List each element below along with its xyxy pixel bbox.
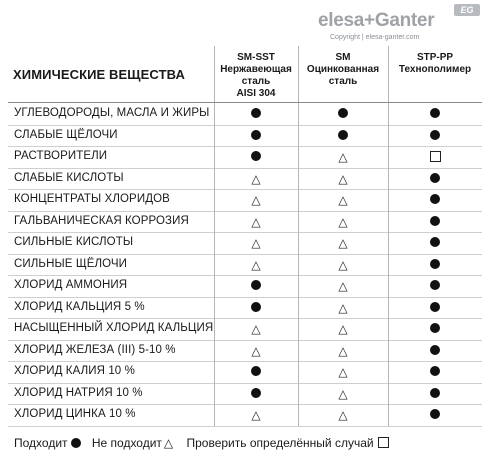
filled-circle-icon [430,345,440,355]
filled-circle-icon [338,130,348,140]
filled-circle-icon [251,366,261,376]
rating-cell [246,364,266,379]
square-icon [430,151,441,162]
column-divider [298,146,299,168]
chemical-resistance-table [8,46,482,430]
filled-circle-icon [430,323,440,333]
filled-circle-icon [338,108,348,118]
rating-cell [246,235,266,251]
filled-circle-icon [251,151,261,161]
rating-cell [333,300,353,316]
table-row [8,125,482,148]
triangle-icon: △ [338,193,348,207]
table-row [8,211,482,234]
triangle-icon: △ [251,257,261,272]
column-desc: сталь [241,76,271,87]
filled-circle-icon [251,108,261,118]
triangle-icon: △ [163,435,174,450]
filled-circle-icon [430,409,440,419]
column-divider [388,168,389,190]
column-divider [298,103,299,125]
table-header [8,46,482,103]
rating-cell [246,343,266,359]
column-divider [214,361,215,383]
column-divider [388,211,389,233]
triangle-icon: △ [338,279,348,293]
filled-circle-icon [430,237,440,247]
triangle-icon: △ [251,236,261,250]
column-divider [388,318,389,340]
filled-circle-icon [430,388,440,398]
column-divider [214,318,215,340]
filled-circle-icon [430,130,440,140]
square-icon [378,437,389,448]
rating-cell [246,106,266,121]
row-label: СИЛЬНЫЕ ЩЁЛОЧИ [14,257,128,270]
rating-cell [246,149,266,164]
column-desc: AISI 304 [236,88,276,99]
row-label: КОНЦЕНТРАТЫ ХЛОРИДОВ [14,193,170,205]
rating-cell [246,300,266,315]
rating-cell [246,214,266,230]
rating-cell [333,192,353,208]
brand-name: elesa+Ganter [318,10,435,31]
column-divider [388,297,389,319]
rating-cell [333,171,353,187]
triangle-icon: △ [338,150,348,164]
rating-cell [425,214,445,229]
row-label: СЛАБЫЕ КИСЛОТЫ [14,171,124,184]
rating-cell [333,386,353,402]
filled-circle-icon [251,302,261,312]
rating-cell [333,149,353,165]
legend-unsuitable-label: Не подходит [91,435,162,450]
column-divider [298,189,299,211]
column-divider [214,232,215,254]
row-label: ХЛОРИД АММОНИЯ [14,279,128,291]
triangle-icon: △ [251,322,261,336]
column-desc: сталь [328,76,358,87]
filled-circle-icon [430,259,440,269]
column-header-stp-pp [388,52,482,76]
column-desc: Нержавеющая [220,64,292,75]
rating-cell [425,149,445,165]
row-label: ХЛОРИД КАЛЬЦИЯ 5 % [14,300,145,313]
rating-cell [425,106,445,121]
rating-cell [246,278,266,293]
column-divider [298,275,299,297]
triangle-icon: △ [251,343,261,358]
column-divider [298,404,299,426]
column-code: STP-PP [416,52,454,63]
filled-circle-icon [430,108,440,118]
rating-cell [246,128,266,143]
column-divider [388,146,389,168]
filled-circle-icon [251,130,261,140]
column-divider [388,383,389,405]
column-divider [298,361,299,383]
column-divider [388,275,389,297]
rating-cell [333,106,353,121]
rating-cell [425,386,445,401]
column-divider [298,232,299,254]
column-divider [214,168,215,190]
column-divider [214,275,215,297]
column-header-sm-sst [214,52,298,100]
rating-cell [425,300,445,315]
column-code: SM-SST [237,52,275,63]
table-row [8,232,482,255]
brand-site: Copyright | elesa-ganter.com [330,34,420,41]
column-divider [298,318,299,340]
column-divider [298,168,299,190]
rating-cell [246,321,266,337]
rating-cell [333,321,353,337]
row-label: СИЛЬНЫЕ КИСЛОТЫ [14,236,134,248]
filled-circle-icon [430,366,440,376]
row-label: ХЛОРИД НАТРИЯ 10 % [14,386,143,399]
column-divider [298,125,299,147]
column-divider [214,125,215,147]
table-row [8,103,482,126]
row-label: ГАЛЬВАНИЧЕСКАЯ КОРРОЗИЯ [14,214,189,227]
triangle-icon: △ [251,193,261,207]
rating-cell [246,386,266,401]
rating-cell [333,343,353,359]
column-divider [214,404,215,426]
column-header-sm [298,52,388,88]
row-label: НАСЫЩЕННЫЙ ХЛОРИД КАЛЬЦИЯ [14,322,214,334]
rating-cell [333,214,353,230]
column-divider [214,297,215,319]
rating-cell [333,257,353,273]
rating-cell [425,192,445,207]
triangle-icon: △ [338,171,348,186]
legend [14,435,389,450]
row-label: ХЛОРИД ЦИНКА 10 % [14,408,136,420]
rating-cell [425,364,445,379]
column-divider [214,103,215,125]
logo [318,4,484,48]
legend-check-label: Проверить определённый случай [186,435,374,450]
brand-badge: EG [454,4,480,16]
rating-cell [333,235,353,251]
triangle-icon: △ [338,300,348,315]
rating-cell [425,257,445,272]
table-row [8,340,482,363]
table-row [8,318,482,341]
filled-circle-icon [430,280,440,290]
column-divider [214,189,215,211]
triangle-icon: △ [338,214,348,229]
table-row [8,361,482,384]
rating-cell [246,192,266,208]
rating-cell [333,278,353,294]
column-divider [298,254,299,276]
column-divider [388,404,389,426]
rating-cell [425,128,445,143]
rating-cell [425,278,445,293]
filled-circle-icon [251,388,261,398]
triangle-icon: △ [338,343,348,358]
filled-circle-icon [430,302,440,312]
table-row [8,168,482,191]
table-row [8,254,482,277]
row-label: ХЛОРИД ЖЕЛЕЗА (III) 5-10 % [14,343,176,356]
rating-cell [425,407,445,422]
row-label: СЛАБЫЕ ЩЁЛОЧИ [14,128,118,141]
rating-cell [333,407,353,423]
triangle-icon: △ [338,386,348,401]
triangle-icon: △ [251,214,261,229]
column-divider [388,125,389,147]
triangle-icon: △ [251,171,261,186]
column-desc: Оцинкованная [306,64,380,75]
table-row [8,383,482,406]
column-divider [388,254,389,276]
column-divider [214,211,215,233]
column-divider [388,361,389,383]
filled-circle-icon [430,216,440,226]
triangle-icon: △ [338,408,348,422]
triangle-icon: △ [338,236,348,250]
triangle-icon: △ [338,322,348,336]
column-divider [298,297,299,319]
rating-cell [246,171,266,187]
filled-circle-icon [430,194,440,204]
column-code: SM [335,52,351,63]
column-divider [388,189,389,211]
column-divider [388,232,389,254]
row-label: ХЛОРИД КАЛИЯ 10 % [14,365,135,377]
rating-cell [425,321,445,336]
column-divider [298,340,299,362]
triangle-icon: △ [338,257,348,272]
rating-cell [425,235,445,250]
rating-cell [246,407,266,423]
triangle-icon: △ [251,408,261,422]
column-divider [214,340,215,362]
table-row [8,275,482,298]
rating-cell [246,257,266,273]
filled-circle-icon [251,280,261,290]
column-divider [214,254,215,276]
row-label: УГЛЕВОДОРОДЫ, МАСЛА И ЖИРЫ [14,107,210,119]
rating-cell [333,364,353,380]
legend-suitable-label: Подходит [14,435,68,450]
rating-cell [425,171,445,186]
column-divider [298,383,299,405]
table-row [8,404,482,427]
table-row [8,146,482,169]
filled-circle-icon [430,173,440,183]
filled-circle-icon [71,438,81,448]
row-label: РАСТВОРИТЕЛИ [14,150,108,162]
rating-cell [333,128,353,143]
rating-cell [425,343,445,358]
table-row [8,297,482,320]
header-label: ХИМИЧЕСКИЕ ВЕЩЕСТВА [13,67,185,82]
column-divider [214,383,215,405]
column-divider [214,146,215,168]
column-divider [298,211,299,233]
column-divider [388,340,389,362]
table-row [8,189,482,212]
triangle-icon: △ [338,365,348,379]
column-divider [388,103,389,125]
column-desc: Технополимер [398,64,472,75]
